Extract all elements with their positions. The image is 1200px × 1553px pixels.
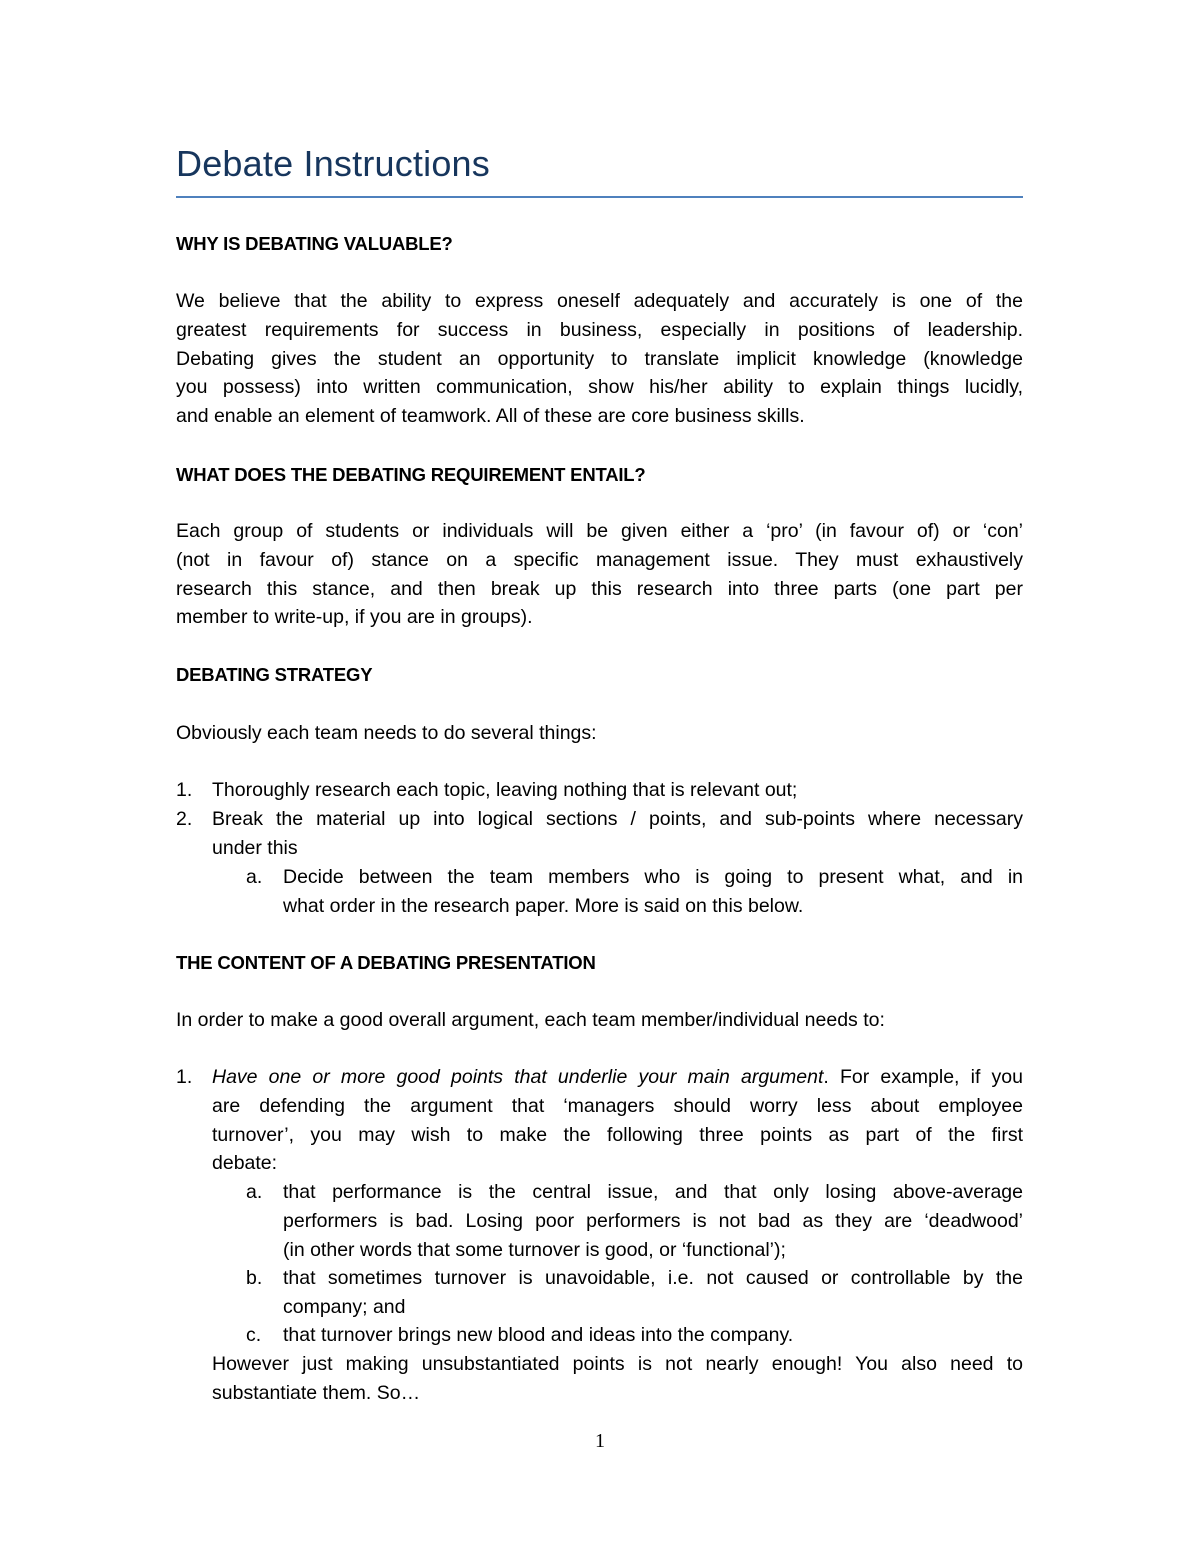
paragraph-line: Debating gives the student an opportunity to translate implicit knowledge (knowledge	[176, 347, 1023, 370]
sub-list-marker: b.	[246, 1267, 263, 1289]
list-item-line: turnover’, you may wish to make the following three points as part of the first	[212, 1123, 1023, 1146]
paragraph-what	[176, 517, 1023, 632]
paragraph-line: and enable an element of teamwork. All of these are core business skills.	[176, 405, 805, 428]
list-item	[212, 805, 1023, 863]
list-marker: 2.	[176, 808, 193, 830]
heading-why: WHY IS DEBATING VALUABLE?	[176, 233, 453, 254]
paragraph-line: greatest requirements for success in business, especially in positions of leadership.	[176, 318, 1023, 341]
content-intro: In order to make a good overall argument, each team member/individual needs to:	[176, 1009, 885, 1031]
strategy-intro: Obviously each team needs to do several things:	[176, 722, 597, 744]
list-item-line: under this	[212, 836, 298, 859]
closing-line: However just making unsubstantiated points is not nearly enough! You also need to	[212, 1353, 1023, 1375]
paragraph-line: you possess) into written communication, show his/her ability to explain things lucidly,	[176, 376, 1023, 399]
sub-list-item-line: Decide between the team members who is going to present what, and in	[283, 866, 1023, 888]
list-item-line: debate:	[212, 1152, 278, 1175]
list-marker: 1.	[176, 1066, 193, 1088]
closing-line: substantiate them. So…	[212, 1381, 421, 1404]
paragraph-line: research this stance, and then break up this research into three parts (one part per	[176, 577, 1023, 600]
sub-list-item-line: performers is bad. Losing poor performers is not bad as they are ‘deadwood’	[283, 1209, 1023, 1232]
heading-strategy: DEBATING STRATEGY	[176, 664, 373, 685]
list-item	[212, 1063, 1023, 1178]
sub-list-item-line: that performance is the central issue, and that only losing above-average	[283, 1181, 1023, 1203]
page-title: Debate Instructions	[176, 143, 490, 184]
list-item-line: are defending the argument that ‘managers should worry less about employee	[212, 1094, 1023, 1117]
sub-list-marker: a.	[246, 866, 263, 888]
first-line-rest: . For example, if you	[823, 1066, 1023, 1088]
paragraph-why	[176, 287, 1023, 431]
sub-list-item	[283, 1178, 1023, 1264]
sub-list-marker: a.	[246, 1181, 263, 1203]
list-item: Thoroughly research each topic, leaving nothing that is relevant out;	[212, 779, 798, 801]
sub-list-item-line: (in other words that some turnover is good, or ‘functional’);	[283, 1238, 786, 1261]
title-underline	[176, 196, 1023, 198]
page-number: 1	[595, 1430, 605, 1452]
sub-list-item-line: company; and	[283, 1295, 406, 1318]
sub-list-item-line: that sometimes turnover is unavoidable, i.e. not caused or controllable by the	[283, 1267, 1023, 1289]
paragraph-line: (not in favour of) stance on a specific management issue. They must exhaustively	[176, 548, 1023, 571]
paragraph-line: Each group of students or individuals will be given either a ‘pro’ (in favour of) or ‘con’	[176, 520, 1023, 542]
paragraph-line: We believe that the ability to express oneself adequately and accurately is one of the	[176, 290, 1023, 312]
heading-what: WHAT DOES THE DEBATING REQUIREMENT ENTAIL?	[176, 464, 646, 485]
list-item-line: Break the material up into logical sections / points, and sub-points where necessary	[212, 808, 1023, 830]
list-marker: 1.	[176, 779, 193, 801]
sub-list-item: that turnover brings new blood and ideas into the company.	[283, 1324, 794, 1346]
sub-list-item	[283, 1264, 1023, 1322]
paragraph-line: member to write-up, if you are in groups).	[176, 606, 533, 629]
sub-list-item-line: what order in the research paper. More is said on this below.	[283, 894, 804, 917]
closing-paragraph	[212, 1350, 1023, 1408]
heading-content: THE CONTENT OF A DEBATING PRESENTATION	[176, 952, 596, 973]
list-item-first-line	[212, 1063, 1023, 1092]
italic-phrase: Have one or more good points that underlie your main argument	[212, 1066, 824, 1088]
sub-list-marker: c.	[246, 1324, 262, 1346]
sub-list-item	[283, 863, 1023, 921]
